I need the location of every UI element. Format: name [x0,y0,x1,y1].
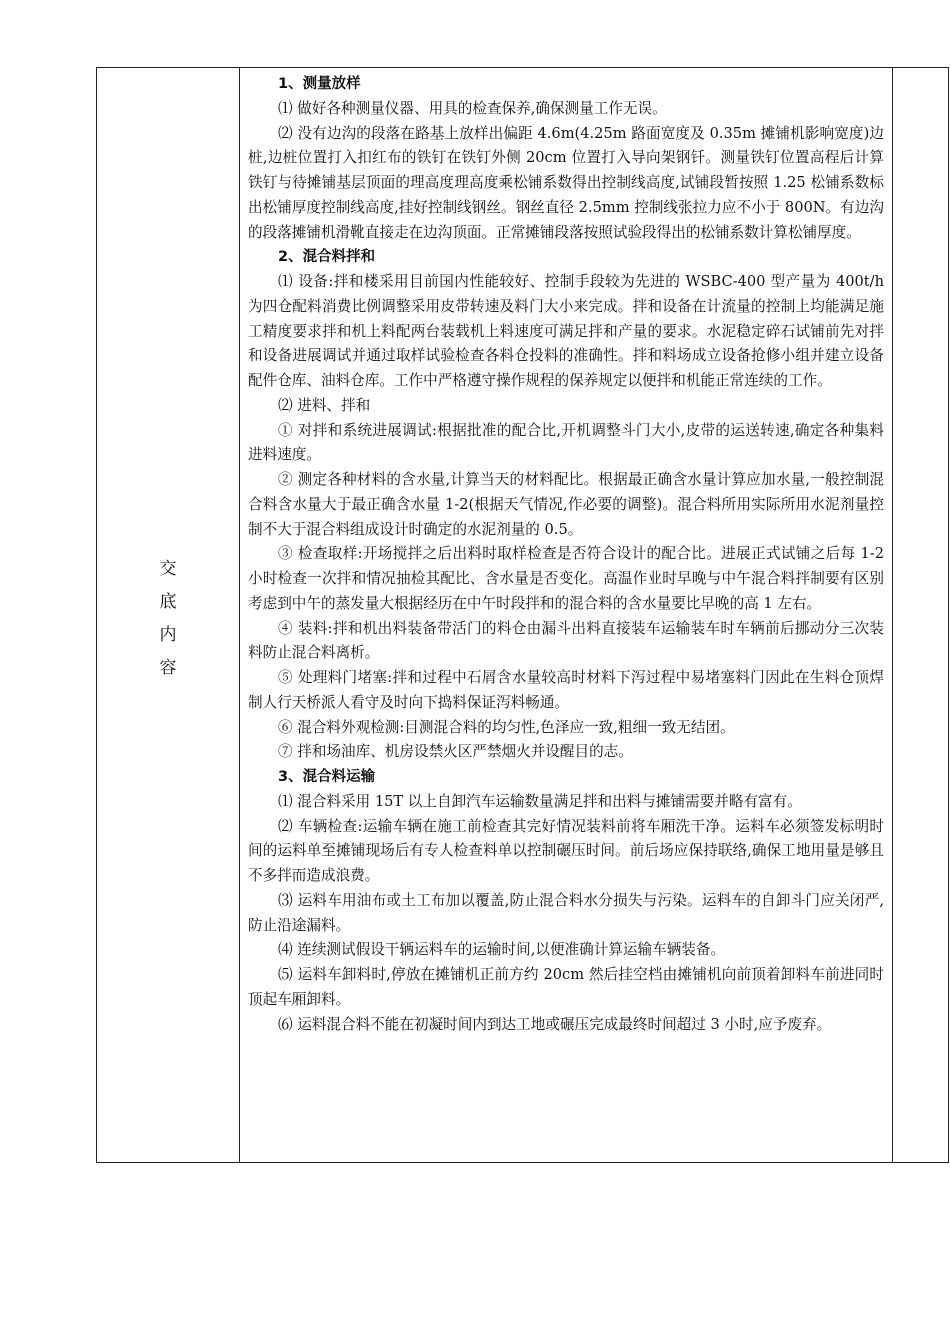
paragraph: ⑶ 运料车用油布或土工布加以覆盖,防止混合料水分损失与污染。运料车的自卸斗门应关闭严,防止沿途漏料。 [248,891,884,934]
side-label-char: 底 [159,592,177,612]
label-cell [97,68,239,1162]
side-label-char: 内 [159,625,177,645]
disclosure-table [96,67,949,1163]
section-heading: 2、混合料拌和 [278,249,376,266]
side-label [97,553,239,685]
paragraph: ③ 检查取样:开场搅拌之后出料时取样检查是否符合设计的配合比。进展正式试铺之后每 1-2 小时检查一次拌和情况抽检其配比、含水量是否变化。高温作业时早晚与中午混合料拌制要有区别考虑到中午的蒸发量大根据经历在中午时段拌和的混合料的含水量要比早晚的高 1 左右。 [248,545,884,612]
section-heading: 1、测量放样 [278,76,361,92]
paragraph: ⑵ 进料、拌和 [278,396,371,414]
side-label-char: 交 [159,559,177,579]
content-cell [248,72,884,1037]
paragraph: ④ 装料:拌和机出料装备带活门的料仓由漏斗出料直接装车运输装车时车辆前后挪动分三次装料防止混合料离析。 [248,619,884,662]
paragraph: ⑴ 做好各种测量仪器、用具的检查保养,确保测量工作无误。 [278,99,667,117]
side-label-char: 容 [159,658,177,678]
paragraph: ⑦ 拌和场油库、机房设禁火区严禁烟火并设醒目的志。 [278,743,633,761]
paragraph: ⑴ 设备:拌和楼采用目前国内性能较好、控制手段较为先进的 WSBC-400 型产量为 400t/h 为四仓配料消费比例调整采用皮带转速及料门大小来完成。拌和设备在计流量的控制上均能满足施工精度要求拌和机上料配两台装载机上料速度可满足拌和产量的要求。水泥稳定碎石试铺前先对拌和设备进展调试并通过取样试验检查各料仓投料的准确性。拌和料场成立设备抢修小组并建立设备配件仓库、油料仓库。工作中严格遵守操作规程的保养规定以便拌和机能正常连续的工作。 [248,273,884,389]
paragraph: ⑴ 混合料采用 15T 以上自卸汽车运输数量满足拌和出料与摊铺需要并略有富有。 [278,792,802,810]
paragraph: ⑤ 处理料门堵塞:拌和过程中石屑含水量较高时材料下泻过程中易堵塞料门因此在生料仓顶焊制人行天桥派人看守及时向下捣料保证泻料畅通。 [248,669,884,711]
column-divider-left [239,68,240,1162]
paragraph: ⑹ 运料混合料不能在初凝时间内到达工地或碾压完成最终时间超过 3 小时,应予废弃。 [278,1015,832,1033]
paragraph: ② 测定各种材料的含水量,计算当天的材料配比。根据最正确含水量计算应加水量,一般控制混合料含水量大于最正确含水量 1-2(根据天气情况,作必要的调整)。混合料所用实际所用水泥剂量控制不大于混合料组成设计时确定的水泥剂量的 0.5。 [248,471,884,538]
paragraph: ① 对拌和系统进展调试:根据批准的配合比,开机调整斗门大小,皮带的运送转速,确定各种集料进料速度。 [248,421,884,464]
paragraph: ⑥ 混合料外观检测:目测混合料的均匀性,色泽应一致,粗细一致无结团。 [278,718,735,736]
paragraph: ⑸ 运料车卸料时,停放在摊铺机正前方约 20cm 然后挂空档由摊铺机向前顶着卸料车前进同时顶起车厢卸料。 [248,966,884,1008]
paragraph: ⑷ 连续测试假设干辆运料车的运输时间,以便准确计算运输车辆装备。 [278,941,726,959]
section-heading: 3、混合料运输 [278,769,376,785]
paragraph: ⑵ 没有边沟的段落在路基上放样出偏距 4.6m(4.25m 路面宽度及 0.35m 摊铺机影响宽度)边桩,边桩位置打入扣红布的铁钉在铁钉外侧 20cm 位置打入导向架钢钎。测量铁钉位置高程后计算铁钉与待摊铺基层顶面的理高度理高度乘松铺系数得出控制线高度,试铺段暂按照 1.25 松铺系数标出松铺厚度控制线高度,挂好控制线钢丝。钢丝直径 2.5mm 控制线张拉力应不小于 800N。有边沟的段落摊铺机滑靴直接走在边沟顶面。正常摊铺段落按照试验段得出的松铺系数计算松铺厚度。 [248,124,884,241]
paragraph: ⑵ 车辆检查:运输车辆在施工前检查其完好情况装料前将车厢洗干净。运料车必须签发标明时间的运料单至摊铺现场后有专人检查料单以控制碾压时间。前后场应保持联络,确保工地用量是够且不多拌而造成浪费。 [248,817,884,884]
column-divider-right [892,68,893,1162]
